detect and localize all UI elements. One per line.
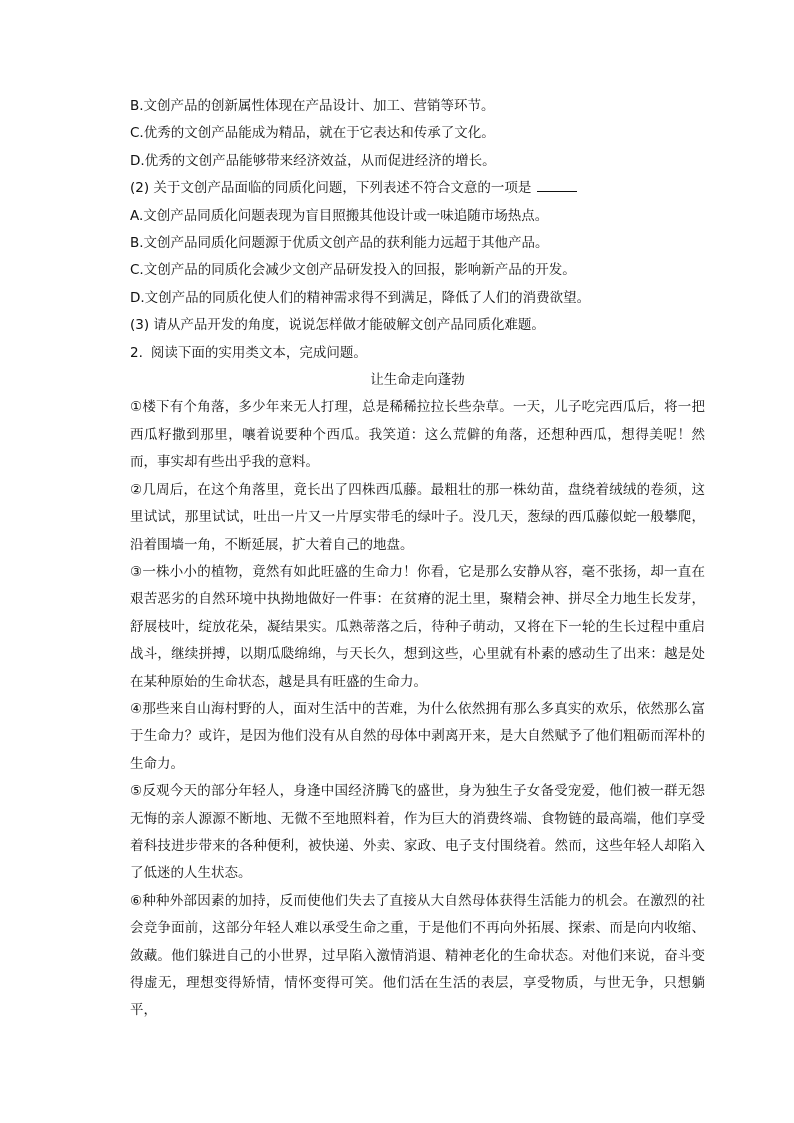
option-a-q2: A.文创产品同质化问题表现为盲目照搬其他设计或一味追随市场热点。 (130, 207, 549, 224)
article-paragraph-3: ③一株小小的植物，竟然有如此旺盛的生命力！你看，它是那么安静从容，毫不张扬，却一直在艰苦恶劣的自然环境中执拗地做好一件事：在贫瘠的泥土里，聚精会神、拼尽全力地生长发芽，舒展枝叶，绽放花朵，凝结果实。瓜熟蒂落之后，待种子萌动，又将在下一轮的生长过程中重启战斗，继续拼搏，以期瓜瓞绵绵，与天长久，想到这些，心里就有朴素的感动生了出来：越是处在某种原始的生命状态，越是具有旺盛的生命力。 (130, 563, 705, 690)
answer-blank (537, 177, 577, 192)
option-c-q2: C.文创产品的同质化会减少文创产品研发投入的回报，影响新产品的开发。 (130, 262, 576, 279)
question-3-stem: (3) 请从产品开发的角度，说说怎样做才能破解文创产品同质化难题。 (130, 317, 545, 334)
article-paragraph-4: ④那些来自山海村野的人，面对生活中的苦难，为什么依然拥有那么多真实的欢乐，依然那么富于生命力？或许，是因为他们没有从自然的母体中剥离开来，是大自然赋予了他们粗砺而浑朴的生命力。 (130, 700, 705, 772)
question-2-text: (2) 关于文创产品面临的同质化问题，下列表述不符合文意的一项是 (130, 180, 532, 197)
question-2-stem (130, 175, 705, 202)
option-d-q2: D.文创产品的同质化使人们的精神需求得不到满足，降低了人们的消费欲望。 (130, 289, 591, 306)
article-paragraph-1: ①楼下有个角落，多少年来无人打理，总是稀稀拉拉长些杂草。一天，儿子吃完西瓜后，将一把西瓜籽撒到那里，嚷着说要种个西瓜。我笑道：这么荒僻的角落，还想种西瓜，想得美呢！然而，事实却有些出乎我的意料。 (130, 399, 705, 471)
option-b-q2: B.文创产品同质化问题源于优质文创产品的获利能力远超于其他产品。 (130, 235, 549, 252)
option-d-q1: D.优秀的文创产品能够带来经济效益，从而促进经济的增长。 (130, 152, 496, 169)
document-page (130, 93, 705, 1025)
section-2-instruction: 阅读下面的实用类文本，完成问题。 (150, 344, 367, 361)
article-paragraph-5: ⑤反观今天的部分年轻人，身逢中国经济腾飞的盛世，身为独生子女备受宠爱，他们被一群无怨无悔的亲人源源不断地、无微不至地照料着，作为巨大的消费终端、食物链的最高端，他们享受着科技进步带来的各种便利，被快递、外卖、家政、电子支付围绕着。然而，这些年轻人却陷入了低迷的人生状态。 (130, 783, 705, 882)
section-2-heading (130, 340, 705, 367)
option-b-q1: B.文创产品的创新属性体现在产品设计、加工、营销等环节。 (130, 98, 495, 114)
article-title: 让生命走向蓬勃 (370, 372, 465, 389)
section-2-number: 2. (130, 344, 143, 361)
article-paragraph-2: ②几周后，在这个角落里，竟长出了四株西瓜藤。最粗壮的那一株幼苗，盘绕着绒绒的卷须，这里试试，那里试试，吐出一片又一片厚实带毛的绿叶子。没几天，葱绿的西瓜藤似蛇一般攀爬，沿着围墙一角，不断延展，扩大着自己的地盘。 (130, 481, 705, 553)
option-c-q1: C.优秀的文创产品能成为精品，就在于它表达和传承了文化。 (130, 125, 495, 142)
article-paragraph-6: ⑥种种外部因素的加持，反而使他们失去了直接从大自然母体获得生活能力的机会。在激烈的社会竞争面前，这部分年轻人难以承受生命之重，于是他们不再向外拓展、探索、而是向内收缩、敛藏。他们躲进自己的小世界，过早陷入激情消退、精神老化的生命状态。对他们来说，奋斗变得虚无，理想变得矫情，情怀变得可笑。他们活在生活的表层，享受物质，与世无争，只想躺平， (130, 892, 705, 1019)
